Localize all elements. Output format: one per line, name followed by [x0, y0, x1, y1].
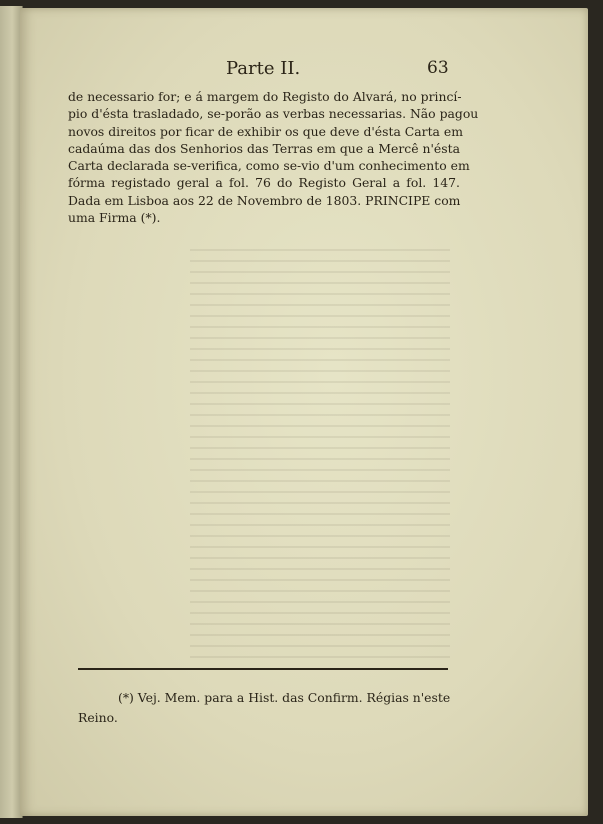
footnote-rule [78, 668, 448, 670]
footnote [78, 688, 458, 728]
footnote-line: (*) Vej. Mem. para a Hist. das Confirm. Régias n'este [118, 690, 451, 705]
body-line: fórma registado geral a fol. 76 do Registo Geral a fol. 147. [68, 175, 460, 191]
body-paragraph [68, 88, 479, 226]
running-header [20, 58, 588, 84]
page-number: 63 [427, 58, 449, 78]
body-line: pio d'ésta trasladado, se-porão as verbas necessarias. Não pagou [68, 106, 479, 122]
body-line: novos direitos por ficar de exhibir os que deve d'ésta Carta em [68, 123, 463, 139]
show-through-text [190, 240, 450, 660]
body-line: Dada em Lisboa aos 22 de Novembro de 1803. PRINCIPE com [68, 192, 461, 208]
body-line: cadaúma das dos Senhorios das Terras em que a Mercê n'ésta [68, 140, 460, 156]
header-title: Parte II. [226, 58, 301, 79]
body-line: uma Firma (*). [68, 210, 161, 226]
footnote-line: Reino. [78, 710, 118, 725]
body-line: Carta declarada se-verifica, como se-vio d'um conhecimento em [68, 158, 470, 174]
body-line: de necessario for; e á margem do Registo do Alvará, no princí- [68, 89, 462, 104]
